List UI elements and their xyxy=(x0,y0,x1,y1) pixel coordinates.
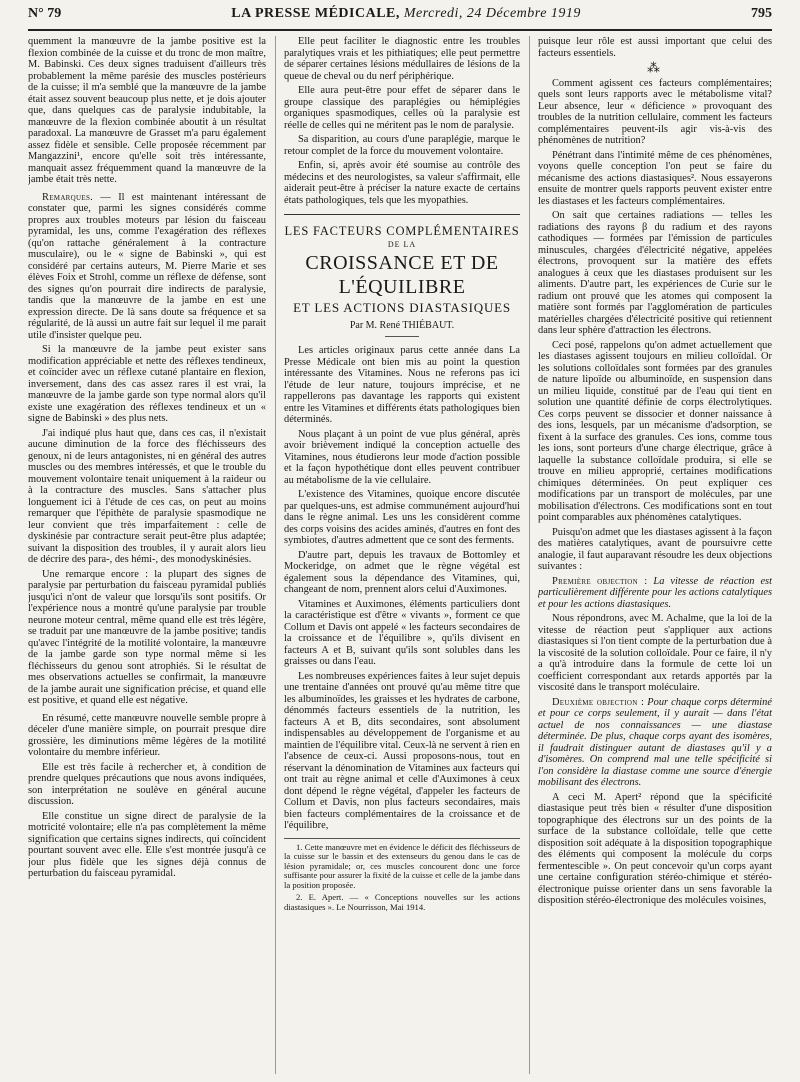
footnotes xyxy=(284,838,520,913)
paragraph: Elle peut faciliter le diagnostic entre les troubles paralytiques vrais et les pithiatiques; elle peut permettre de séparer certaines lésions médullaires de lésions de la queue de cheval ou du nerf périphérique. xyxy=(284,36,520,82)
issue-number: N° 79 xyxy=(28,6,62,21)
paragraph: On sait que certaines radiations — telles les radiations des rayons β du radium et des rayons cathodiques — formées par l'émission de particules minuscules, chargées d'électricité négative, appelées électrons, provoquent sur la matière des effets analogues à ceux que les diastases produisent sur les aliments. D'autre part, les expériences de Curie sur le radium ont prouvé que les atomes qui composent la matière sont formés par l'agglomération de particules matérielles chargées d'électricité positive qui retiennent dans leur sphère d'attraction les électrons. xyxy=(538,210,772,336)
paragraph: Nous plaçant à un point de vue plus général, après avoir brièvement indiqué la conception actuelle des Vitamines, nous étudierons leur mode d'action possible et la façon hypothétique dont elles peuvent contribuer au métabolisme de la vie cellulaire. xyxy=(284,428,520,486)
paragraph: L'existence des Vitamines, quoique encore discutée par quelques-uns, est admise communément aujourd'hui dans le règne animal. Les uns les considèrent comme des corps voisins des acides aminés, d'autres en font des symbiotes, d'autres admettent que ce sont des ferments. xyxy=(284,489,520,546)
objection-text: Pour chaque corps déterminé et pour ce corps seulement, il y aurait — dans l'état actuel de nos connaissances — une diastase déterminée. De plus, chaque corps ayant des isomères, il faudrait distinguer autant de diastases qu'il y a d'isomères. On comprend mal une telle spécificité si l'on considère la diastase comme une source d'énergie mobilisant des électrons. xyxy=(538,696,772,788)
paragraph: puisque leur rôle est aussi important que celui des facteurs essentiels. xyxy=(538,36,772,59)
paragraph: D'autre part, depuis les travaux de Bottomley et Mockeridge, on admet que le règne végétal est également sous la dépendance des Vitamines, qui, changeant de nom, prennent alors celui d'Auximones. xyxy=(284,549,520,595)
article-title-line-4: ET LES ACTIONS DIASTASIQUES xyxy=(293,299,511,315)
paragraph: J'ai indiqué plus haut que, dans ces cas, il n'existait aucune diminution de la force des fléchisseurs des genoux, ni de leurs antagonistes, ni en général des autres muscles ou des membres intéressés, et que le trouble du mouvement volontaire tenait uniquement à la raideur ou à la contracture des muscles. Sans s'attacher plus longuement ici à l'étude de ces cas, on peut au moins remarquer que l'épithète de paralysie spasmodique ne leur convient que très imparfaitement : celle de dyskinésie par contracture serait peut-être plus adaptée; suivant la disposition des troubles, il y aurait alors lieu de décrire des para-, des hémi-, des monodyskinésies. xyxy=(28,427,266,565)
column-1 xyxy=(28,36,266,1074)
paragraph: A ceci M. Apert² répond que la spécificité diastasique peut très bien « résulter d'une disposition topographique des électrons sur un des points de la surface de la substance colloïdale, telle que cette disposition soit adéquate à la disposition topographique des éléments qui composent la molécule du corps fermentescible ». On peut concevoir qu'un corps ayant une certaine configuration stéréo-chimique et stéréo-électronique puisse orienter dans un sens favorable la disposition stéréo-électronique des molécules voisines, xyxy=(538,791,772,906)
objection-lead: Première objection : xyxy=(552,575,648,587)
column-2 xyxy=(284,36,520,1074)
page-number: 795 xyxy=(751,6,772,21)
page-header xyxy=(28,0,772,28)
paragraph: Vitamines et Auximones, éléments particuliers dont la caractéristique est d'être « vivants », forment ce que Collum et Davis ont appelé « les facteurs secondaires de la croissance et de l'équilibre », qu'ils divisent en facteurs A et B, suivant qu'ils sont solubles dans les graisses ou dans l'eau. xyxy=(284,598,520,667)
paragraph: Une remarque encore : la plupart des signes de paralysie par perturbation du faisceau pyramidal publiés jusqu'ici n'ont de valeur que lorsqu'ils sont positifs. Or l'expérience nous a montré qu'une paralysie par trouble neurone moteur central, même quand elle est très légère, se traduit par une manœuvre de la jambe positive; tandis qu'avec l'intégrité de la motilité volontaire, la manœuvre de la jambe garde son type normal même si les fléchisseurs du genou sont atrophiés. Si le résultat de mes observations actuelles se confirmait, la manœuvre de la jambe aurait une signification précise, et quand elle est positive, et quand elle est négative. xyxy=(28,568,266,706)
article-title-line-3: CROISSANCE ET DE L'ÉQUILIBRE xyxy=(305,251,499,298)
paragraph: Pénétrant dans l'intimité même de ces phénomènes, voyons quelle conception l'on peut se faire du mécanisme des actions diastasiques². Nous essayerons ensuite de montrer quels rapports peuvent exister entre les diastases et les facteurs complémentaires. xyxy=(538,149,772,207)
journal-title-line xyxy=(231,6,581,22)
objection-text: La vitesse de réaction est particulièrement différente pour les actions catalytiques et pour les actions diastasiques. xyxy=(538,575,772,610)
paragraph: Nous répondrons, avec M. Achalme, que la loi de la vitesse de réaction peut s'appliquer aux actions diastasiques si l'on tient compte de la perturbation due à la viscosité de la solution colloïdale. Pour ce faire, il n'y a qu'à introduire dans la formule de cette loi un coefficient correspondant aux retards apportés par la viscosité dans le transport moléculaire. xyxy=(538,613,772,693)
paragraph: Elle constitue un signe direct de paralysie de la motricité volontaire; elle n'a pas complètement la même signification que certains signes indirects, qui coïncident pourtant souvent avec elle. Elle s'est montrée jusqu'à ce jour plus fidèle que les signes déjà connus de perturbation du faisceau pyramidal. xyxy=(28,810,266,879)
paragraph: Si la manœuvre de la jambe peut exister sans modification appréciable et nette des réflexes tendineux, et coïncider avec un réflexe cutané plantaire en flexion, inversement, dans des cas assez rares il est vrai, la manœuvre de la jambe garde son type normal alors qu'il existe une exagération des réflexes tendineux et un « signe de Babinski » des plus nets. xyxy=(28,344,266,424)
article-title-line-1: LES FACTEURS COMPLÉMENTAIRES xyxy=(284,224,520,238)
journal-title: LA PRESSE MÉDICALE, xyxy=(231,6,400,21)
column-divider-1 xyxy=(275,36,276,1074)
column-divider-2 xyxy=(529,36,530,1074)
paragraph: Ceci posé, rappelons qu'on admet actuellement que les diastases agissent toujours en milieu colloïdal. Or les solutions colloïdales sont formées par des granules de nature lipoïde ou albuminoïde, en suspension dans un milieu liquide, constitué par de l'eau qui tient en solution une quantité définie de corps électrolytiques. Ces corps peuvent se dissocier et donner naissance à des ions, lesquels, par un mécanisme d'adsorption, se fixent à la surface des granules. Ces ions, comme tous les ions, sont porteurs d'une charge électrique, grâce à laquelle la substance colloïdale produira, si elle se trouve en milieu approprié, certaines modifications chimiques déterminées. On peut expliquer ces modifications par un transport de molécules, par une mobilisation d'électrons. Ces modifications sont en tout point comparables aux phénomènes catalytiques. xyxy=(538,339,772,523)
footnote-1: 1. Cette manœuvre met en évidence le déficit des fléchisseurs de la cuisse sur le bassin et des extenseurs du genou dans le cas de lésion pyramidale; or, ces muscles concourent donc une force suffisante pour assurer la fixité de la cuisse et celle de la jambe dans la position proposée. xyxy=(284,841,520,890)
asterism-divider: ⁂ xyxy=(647,60,663,75)
objection-lead: Deuxième objection : xyxy=(552,696,645,708)
issue-date: Mercredi, 24 Décembre 1919 xyxy=(403,6,581,21)
article-title-block xyxy=(284,214,520,337)
footnote-2: 2. E. Apert. — « Conceptions nouvelles sur les actions diastasiques ». Le Nourrisson, Mai 1914. xyxy=(284,892,520,913)
paragraph-objection-2 xyxy=(538,697,772,789)
paragraph: Comment agissent ces facteurs complémentaires; quels sont leurs rapports avec le métabolisme vital? Leur absence, leur « déficience » provoquant des troubles de la nutrition cellulaire, comment les facteurs complémentaires peuvent-ils agir vis-à-vis des phénomènes de nutrition? xyxy=(538,77,772,146)
paragraph-lead: Remarques. xyxy=(42,191,94,203)
paragraph-objection-1 xyxy=(538,576,772,611)
paragraph: quemment la manœuvre de la jambe positive est la flexion combinée de la cuisse et du tronc de mon maître, M. Babinski. Ces deux signes traduisent d'ailleurs très probablement la même parésie des muscles postérieurs de la cuisse; il m'a semblé que la manœuvre de la jambe était assez souvent beaucoup plus nette, et je dois ajouter que, dans quelques cas de paralysie indubitable, la manœuvre de la flexion combinée aboutit à un résultat paradoxal. La manœuvre de Grasset m'a paru également assez fidèle et sensible. Celle proposée récemment par Mangazzini¹, encore qu'elle soit très intéressante, manquait assez fréquemment quand la manœuvre de la jambe était très nette. xyxy=(28,36,266,185)
paragraph: Les nombreuses expériences faites à leur sujet depuis une trentaine d'années ont prouvé qu'au même titre que les albuminoïdes, les graisses et les hydrates de carbone, dénommés facteurs essentiels de la nutrition, les facteurs A et B, dits secondaires, sont absolument indispensables au développement de l'organisme et au maintien de l'équilibre vital. Ceux-là ne servent à rien en l'absence de ceux-ci. Aussi proposons-nous, tout en réservant la dénomination de Vitamines aux facteurs qui ont trait au règne animal et celle d'Auximones à ceux dont dépend le règne végétal, d'appeler les facteurs de Collum et Davis, non plus facteurs secondaires, mais bien facteurs complémentaires de la croissance et de l'équilibre, xyxy=(284,670,520,831)
paragraph: Elle est très facile à rechercher et, à condition de prendre quelques précautions que nous avons indiquées, son interprétation ne soulève en général aucune discussion. xyxy=(28,761,266,807)
paragraph-text: — Il est maintenant intéressant de constater que, parmi les signes considérés comme propres aux troubles moteurs par lésion du faisceau pyramidal, les uns, comme l'exagération des réflexes (qu'on rattache généralement à la contracture musculaire), ou le « signe de Babinski », qui est considéré par certains auteurs, M. Pierre Marie et ses élèves Foix et Strohl, comme un réflexe de défense, sont des signes qu'on pourrait dire indirects de paralysie, tandis que la manœuvre de la jambe en est une expression directe. De là sans doute sa fréquence et sa régularité, de là aussi un autre fait sur lequel il me parait utile d'insister quelque peu. xyxy=(28,191,266,341)
paragraph: Sa disparition, au cours d'une paraplégie, marque le retour complet de la force du mouvement volontaire. xyxy=(284,134,520,157)
paragraph: Les articles originaux parus cette année dans La Presse Médicale ont bien mis au point la question intéressante des Vitamines. Nous ne referons pas ici l'étude de leur nature, toujours imprécise, et ne rappellerons pas davantage les rapports qui existent entre les Vitamines et différents états pathologiques bien déterminés. xyxy=(284,345,520,425)
column-3 xyxy=(538,36,772,1074)
paragraph: Enfin, si, après avoir été soumise au contrôle des médecins et des neurologistes, sa valeur s'affirmait, elle aiderait peut-être à préciser la nature exacte de certains états pathologiques, tels que les myopathies. xyxy=(284,160,520,206)
header-rule xyxy=(28,29,772,31)
article-author: Par M. René THIÉBAUT. xyxy=(349,319,455,331)
paragraph-remarques xyxy=(28,192,266,342)
paragraph: Puisqu'on admet que les diastases agissent à la façon des matières catalytiques, avant de poursuivre cette analogie, il faut auparavant résoudre les deux objections suivantes : xyxy=(538,526,772,572)
paragraph: En résumé, cette manœuvre nouvelle semble propre à déceler d'une manière simple, on pourrait presque dire grossière, les diminutions même légères de la motilité volontaire du membre inférieur. xyxy=(28,712,266,758)
paragraph: Elle aura peut-être pour effet de séparer dans le groupe classique des paraplégies ou hémiplégies organiques spasmodiques, celles où la paralysie est réelle de celles qui ne méritent pas le nom de paralysie. xyxy=(284,85,520,131)
article-title-line-2: DE LA xyxy=(387,240,417,249)
title-short-rule xyxy=(385,336,419,337)
